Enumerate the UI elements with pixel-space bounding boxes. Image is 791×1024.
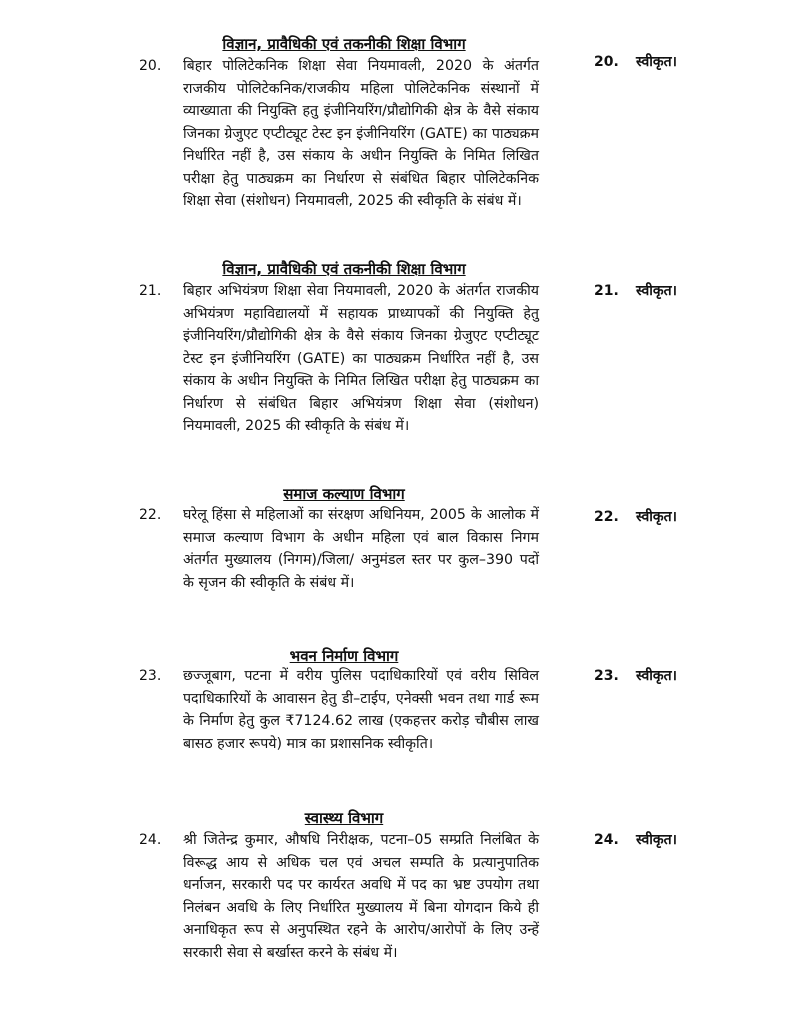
status-text: स्वीकृत। bbox=[636, 283, 677, 299]
item-description: बिहार पोलिटेकनिक शिक्षा सेवा नियमावली, 2020 के अंतर्गत राजकीय पोलिटेकनिक/राजकीय महिला पोलिटेकनिक संस्थानों में व्याख्याता की नियुक्ति हतु इंजीनियरिंग/प्रौद्योगिकी क्षेत्र के वैसे संकाय जिनका ग्रेजुएट एप्टीट्यूट टेस्ट इन इंजीनियरिंग (GATE) का पाठ्यक्रम निर्धारित नहीं है, उस संकाय के अधीन नियुक्ति के निमित लिखित परीक्षा हेतु पाठ्यक्रम का निर्धारण से संबंधित बिहार पोलिटेकनिक शिक्षा सेवा (संशोधन) नियमावली, 2025 की स्वीकृति के संबंध में। bbox=[183, 58, 539, 209]
status-text: स्वीकृत। bbox=[636, 509, 677, 525]
item-description: घरेलू हिंसा से महिलाओं का संरक्षण अधिनियम, 2005 के आलोक में समाज कल्याण विभाग के अधीन महिला एवं बाल विकास निगम अंतर्गत मुख्यालय (निगम)/जिला/ अनुमंडल स्तर पर कुल–390 पदों के सृजन की स्वीकृति के संबंध में। bbox=[183, 507, 539, 591]
result-number: 22. bbox=[594, 509, 619, 525]
item-number: 23. bbox=[139, 668, 162, 684]
department-heading: समाज कल्याण विभाग bbox=[283, 485, 405, 503]
department-heading: विज्ञान, प्रावैधिकी एवं तकनीकी शिक्षा विभाग bbox=[222, 35, 466, 53]
item-number: 22. bbox=[139, 507, 162, 523]
department-heading: स्वास्थ्य विभाग bbox=[304, 809, 384, 827]
status-text: स्वीकृत। bbox=[636, 54, 677, 70]
item-description: बिहार अभियंत्रण शिक्षा सेवा नियमावली, 2020 के अंतर्गत राजकीय अभियंत्रण महाविद्यालयों में सहायक प्राध्यापकों की नियुक्ति हेतु इंजीनियरिंग/प्रौद्योगिकी क्षेत्र के वैसे संकाय जिनका ग्रेजुएट एप्टीट्यूट टेस्ट इन इंजीनियरिंग (GATE) का पाठ्यक्रम निर्धारित नहीं है, उस संकाय के अधीन नियुक्ति के निमित लिखित परीक्षा हेतु पाठ्यक्रम का निर्धारण से संबंधित बिहार अभियंत्रण शिक्षा सेवा (संशोधन) नियमावली, 2025 की स्वीकृति के संबंध में। bbox=[183, 283, 539, 434]
result-number: 23. bbox=[594, 668, 619, 684]
result-number: 21. bbox=[594, 283, 619, 299]
item-number: 20. bbox=[139, 58, 162, 74]
department-heading: विज्ञान, प्रावैधिकी एवं तकनीकी शिक्षा विभाग bbox=[222, 260, 466, 278]
item-description: छज्जूबाग, पटना में वरीय पुलिस पदाधिकारियों एवं वरीय सिविल पदाधिकारियों के आवासन हेतु डी–टाईप, एनेक्सी भवन तथा गार्ड रूम के निर्माण हेतु कुल ₹7124.62 लाख (एकहत्तर करोड़ चौबीस लाख बासठ हजार रूपये) मात्र का प्रशासनिक स्वीकृति। bbox=[183, 668, 539, 752]
item-description: श्री जितेन्द्र कुमार, औषधि निरीक्षक, पटना–05 सम्प्रति निलंबित के विरूद्ध आय से अधिक चल एवं अचल सम्पति के प्रत्यानुपातिक धर्नाजन, सरकारी पद पर कार्यरत अवधि में पद का भ्रष्ट उपयोग तथा निलंबन अवधि के लिए निर्धारित मुख्यालय में बिना योगदान किये ही अनाधिकृत रूप से अनुपस्थित रहने के आरोप/आरोपों के लिए उन्हें सरकारी सेवा से बर्खास्त करने के संबंध में। bbox=[183, 832, 539, 961]
status-text: स्वीकृत। bbox=[636, 832, 677, 848]
result-number: 20. bbox=[594, 54, 619, 70]
status-text: स्वीकृत। bbox=[636, 668, 677, 684]
result-number: 24. bbox=[594, 832, 619, 848]
item-number: 21. bbox=[139, 283, 162, 299]
item-number: 24. bbox=[139, 832, 162, 848]
department-heading: भवन निर्माण विभाग bbox=[289, 647, 399, 665]
